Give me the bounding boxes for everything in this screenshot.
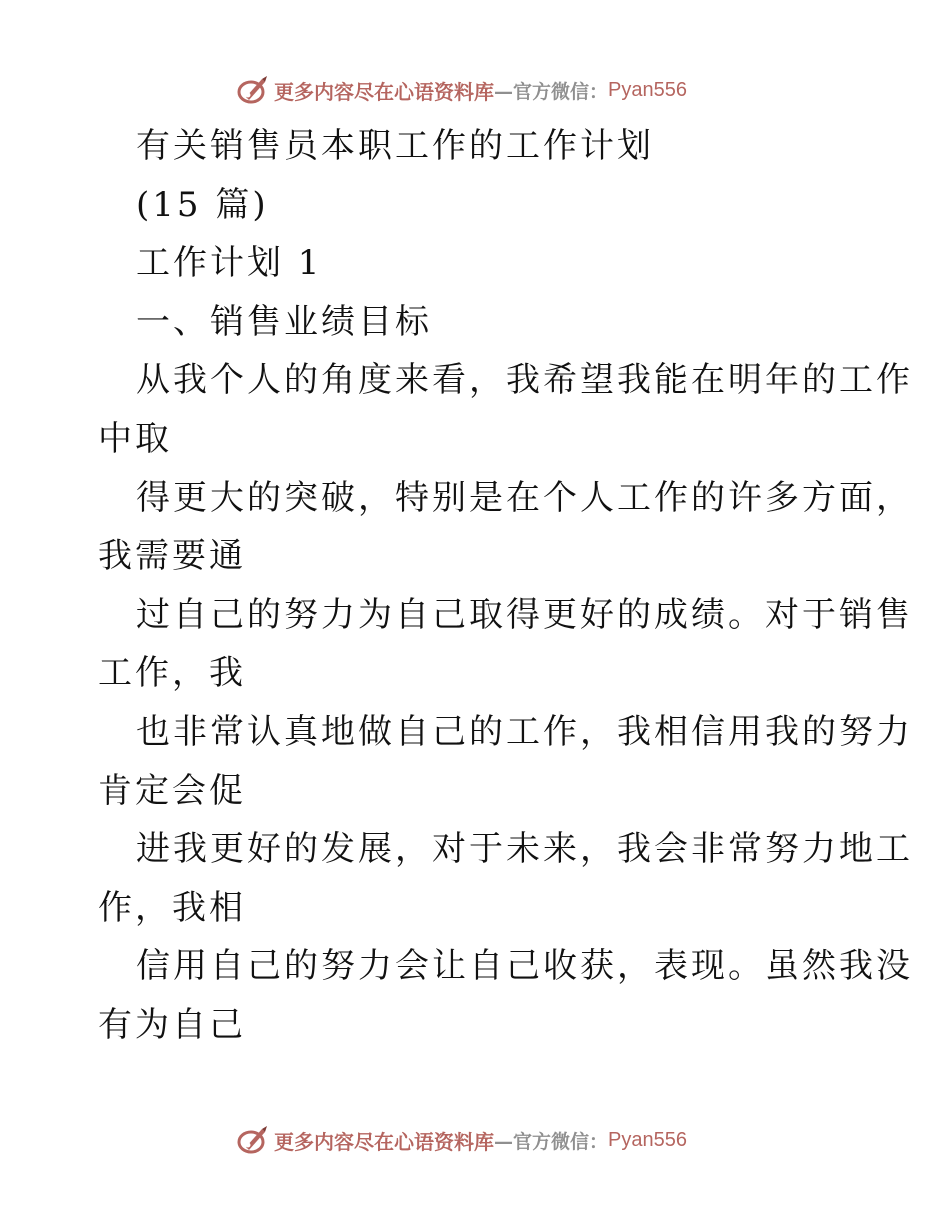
text-line: 有为自己 [98, 1004, 246, 1045]
text-line: 作，我相 [98, 887, 246, 928]
document-title: 有关销售员本职工作的工作计划 [136, 126, 654, 166]
text-line: 也非常认真地做自己的工作，我相信用我的努力 [136, 711, 913, 752]
section-heading: 工作计划 1 [136, 243, 323, 284]
banner-wechat-id: Pyan556 [608, 78, 687, 101]
quill-logo-icon [236, 73, 270, 107]
text-line: 我需要通 [98, 536, 246, 577]
banner-site-name: 更多内容尽在心语资料库 [274, 1129, 494, 1154]
text-line: 中取 [98, 418, 172, 459]
banner-wechat-label: —官方微信： [494, 1130, 609, 1153]
document-body [98, 117, 913, 1055]
text-line: 工作，我 [98, 653, 246, 694]
text-line: 从我个人的角度来看，我希望我能在明年的工作 [136, 360, 913, 401]
text-line: 信用自己的努力会让自己收获，表现。虽然我没 [136, 946, 913, 987]
text-line: 得更大的突破，特别是在个人工作的许多方面， [136, 477, 913, 518]
text-line: 肯定会促 [98, 770, 246, 811]
footer-banner [236, 1123, 687, 1157]
paragraph [98, 351, 913, 1054]
text-line: 过自己的努力为自己取得更好的成绩。对于销售 [136, 594, 913, 635]
banner-wechat-label: —官方微信： [494, 80, 609, 103]
header-banner [236, 73, 687, 107]
quill-logo-icon [236, 1123, 270, 1157]
text-line: 进我更好的发展，对于未来，我会非常努力地工 [136, 829, 913, 870]
banner-site-name: 更多内容尽在心语资料库 [274, 79, 494, 104]
document-count: (15 篇) [136, 184, 269, 225]
banner-wechat-id: Pyan556 [608, 1128, 687, 1151]
subsection-heading: 一、销售业绩目标 [136, 301, 432, 342]
